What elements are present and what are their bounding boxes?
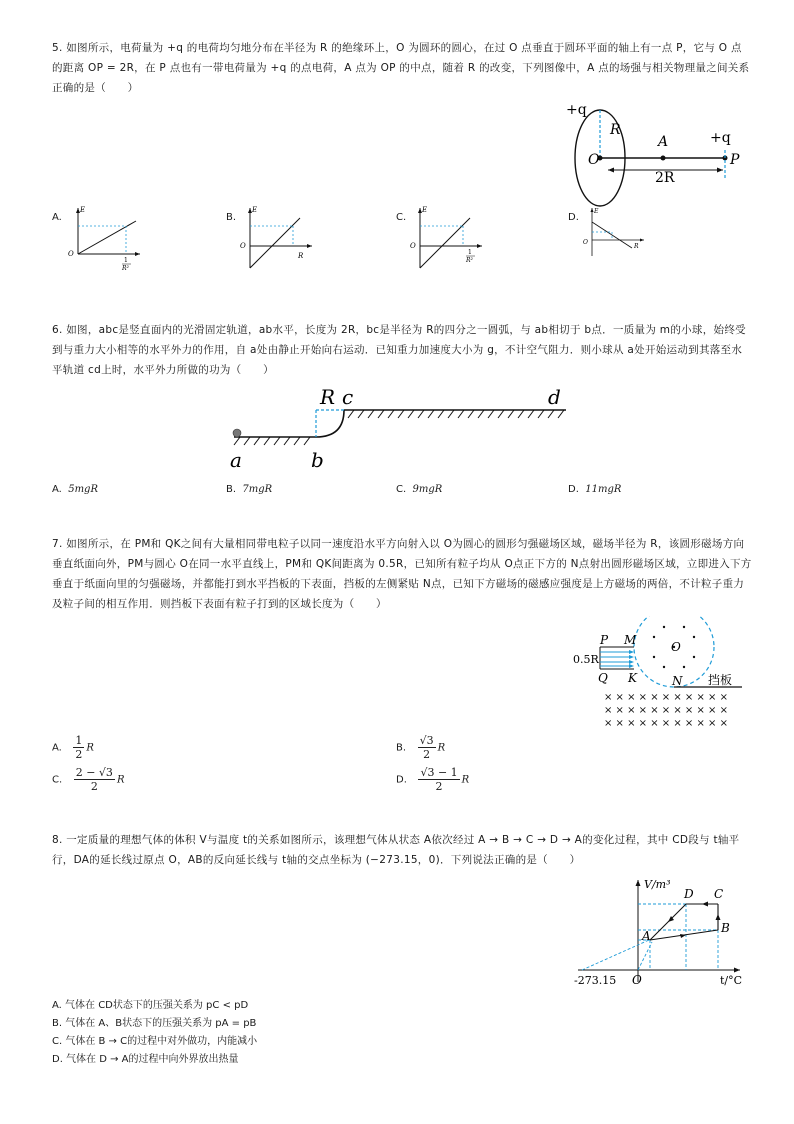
svg-text:A: A [642,929,651,943]
svg-text:M: M [624,633,637,647]
svg-text:0.5R: 0.5R [573,653,599,666]
q6-option-b[interactable]: B. 7mgR [226,484,273,495]
q5-label-R: R [610,122,621,138]
svg-text:E: E [252,206,258,214]
svg-text:O: O [583,239,588,246]
q6-option-a[interactable]: A. 5mgR [52,484,98,495]
q8-option-d[interactable]: D. 气体在 D → A的过程中向外界放出热量 [52,1054,239,1065]
q7-option-d[interactable]: D. $\frac{√3 - 1}{2}$ R [396,766,470,793]
question-7 [52,534,752,614]
q6-label-R: R [320,385,336,409]
q6-option-c[interactable]: C. 9mgR [396,484,443,495]
q6-label-b: b [311,448,324,472]
question-8-stem: 8. 一定质量的理想气体的体积 V与温度 t的关系如图所示，该理想气体从状态 A依次经过 A → B → C → D → A的变化过程，其中 CD段与 t轴平行，DA的延长线过原点 O，AB的反向延长线与 t轴的交点坐标为 (−273.15，0)．下列说法正确的是（ ） [52,834,740,866]
q6-option-d[interactable]: D. 11mgR [568,484,622,495]
q5-option-d-key[interactable]: D. [568,212,579,223]
q8-option-b[interactable]: B. 气体在 A、B状态下的压强关系为 pA = pB [52,1018,257,1029]
svg-text:R²: R² [466,257,473,264]
q6-label-c: c [342,385,354,409]
q6-label-d: d [548,385,561,409]
svg-text:N: N [672,674,683,688]
svg-text:B: B [721,921,730,935]
question-6 [52,320,752,380]
q6-label-a: a [230,448,242,472]
q5-ring-figure [560,100,750,210]
svg-text:E: E [80,206,86,214]
svg-text:-273.15: -273.15 [574,974,617,987]
q8-vt-graph [574,874,750,990]
q7-magnetic-field-figure [570,616,750,730]
svg-text:× × × × × × × × × × ×: × × × × × × × × × × × [604,705,728,716]
q6-track-figure [226,384,576,474]
svg-text:P: P [600,633,609,647]
svg-text:O: O [632,973,642,987]
question-5-stem: 5. 如图所示，电荷量为 +q 的电荷均匀地分布在半径为 R 的绝缘环上，O 为圆环的圆心，在过 O 点垂直于圆环平面的轴上有一点 P，它与 O 点的距离 OP = 2R，在 P 点也有一带电荷量为 +q 的点电荷，A 点为 OP 的中点，随着 R 的改变，下列图像中，A 点的场强与相关物理量之间关系正确的是（ ） [52,42,750,94]
q5-label-q-ring: +q [566,102,587,118]
q7-option-b[interactable]: B. $\frac{√3}{2}$ R [396,734,446,761]
svg-text:E: E [422,206,428,214]
q5-label-2R: 2R [655,170,675,186]
q5-option-a-key[interactable]: A. [52,212,62,223]
svg-text:1: 1 [124,257,128,264]
svg-text:R: R [634,243,639,250]
svg-text:t/°C: t/°C [720,974,743,987]
q7-option-c[interactable]: C. $\frac{2 - √3}{2}$ R [52,766,125,793]
svg-text:K: K [628,671,637,685]
q5-option-c-key[interactable]: C. [396,212,407,223]
question-8 [52,830,752,870]
svg-text:× × × × × × × × × × ×: × × × × × × × × × × × [604,718,728,729]
question-7-stem: 7. 如图所示，在 PM和 QK之间有大量相同带电粒子以同一速度沿水平方向射入以 O为圆心的圆形匀强磁场区域，磁场半径为 R，该圆形磁场方向垂直纸面向外，PM与圆心 O在同一水平直线上，PM和 QK间距离为 0.5R，已知所有粒子均从 O点正下方的 N点射出圆形磁场区域，立即进入下方垂直于纸面向里的匀强磁场，并都能打到水平挡板的下表面，挡板的左侧紧贴 N点，已知下方磁场的磁感应强度是上方磁场的两倍，不计粒子重力及粒子间的相互作用．则挡板下表面有粒子打到的区域长度为（ ） [52,538,752,610]
svg-text:C: C [714,887,724,901]
question-5 [52,38,752,98]
q5-graph-d[interactable] [580,204,662,264]
q5-graph-c[interactable] [408,204,490,274]
svg-text:R: R [298,252,304,260]
svg-text:O: O [240,242,246,250]
q7-option-a[interactable]: A. $\frac{1}{2}$ R [52,734,94,761]
q5-label-q-p: +q [710,130,731,146]
svg-text:O: O [68,250,74,258]
q5-graph-a[interactable] [66,204,148,274]
svg-text:O: O [410,242,416,250]
svg-text:1: 1 [468,249,472,256]
q5-label-A: A [658,134,669,150]
svg-text:R²: R² [122,265,129,272]
q5-option-b-key[interactable]: B. [226,212,237,223]
question-6-stem: 6. 如图，abc是竖直面内的光滑固定轨道，ab水平，长度为 2R，bc是半径为 R的四分之一圆弧，与 ab相切于 b点．一质量为 m的小球，始终受到与重力大小相等的水平外力的作用，自 a处由静止开始向右运动．已知重力加速度大小为 g，不计空气阻力．则小球从 a处开始运动到其落至水平轨道 cd上时，水平外力所做的功为（ ） [52,324,746,376]
svg-text:E: E [594,208,599,215]
svg-text:Q: Q [598,671,608,685]
q5-label-O: O [588,152,600,168]
svg-text:V/m³: V/m³ [644,878,671,891]
svg-text:O: O [671,640,681,654]
q8-option-c[interactable]: C. 气体在 B → C的过程中对外做功，内能减小 [52,1036,258,1047]
svg-text:× × × × × × × × × × ×: × × × × × × × × × × × [604,692,728,703]
svg-text:D: D [684,887,694,901]
q5-graph-b[interactable] [238,204,320,274]
q5-label-P: P [730,152,740,168]
svg-text:挡板: 挡板 [708,673,733,687]
q8-option-a[interactable]: A. 气体在 CD状态下的压强关系为 pC < pD [52,1000,249,1011]
